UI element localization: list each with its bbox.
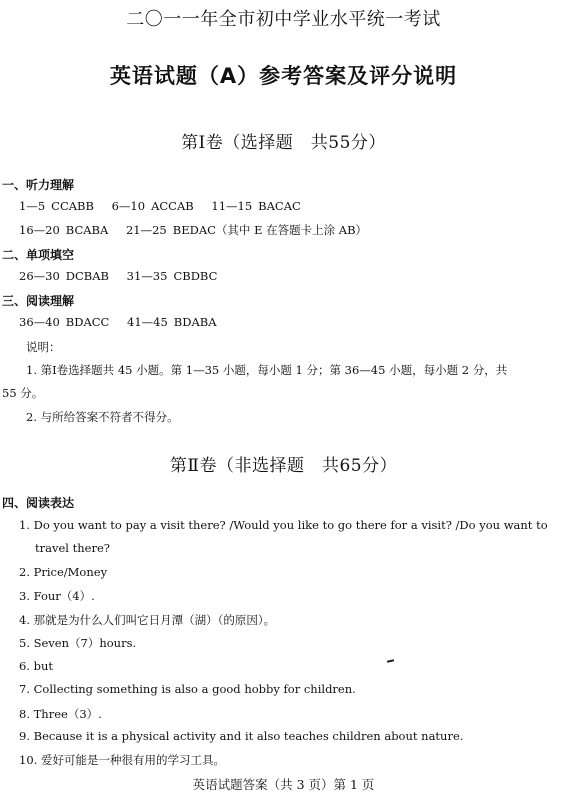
answer-group: 36—40 BDACC: [19, 315, 110, 329]
note-line: 2. 与所给答案不符者不得分。: [26, 410, 179, 424]
answer-group: 21—25 BEDAC（其中 E 在答题卡上涂 AB）: [125, 223, 368, 237]
section-reading-expression-heading: 四、阅读表达: [2, 496, 75, 510]
section-single-choice-heading: 二、单项填空: [2, 248, 75, 262]
answer-group: 1—5 CCABB: [19, 199, 94, 213]
answer-group: 6—10 ACCAB: [111, 199, 194, 213]
exam-title: 二〇一一年全市初中学业水平统一考试: [126, 9, 441, 30]
answer-group: 11—15 BACAC: [211, 199, 301, 213]
answer-item: 3. Four（4）.: [19, 589, 95, 603]
part2-title: 第Ⅱ卷（非选择题 共65分）: [169, 456, 398, 476]
answer-item: 8. Three（3）.: [19, 707, 102, 721]
notes-label: 说明：: [26, 340, 61, 354]
answer-item: 10. 爱好可能是一种很有用的学习工具。: [19, 753, 225, 767]
note-line: 55 分。: [2, 386, 44, 400]
answer-row: [19, 199, 315, 213]
part1-title: 第Ⅰ卷（选择题 共55分）: [181, 133, 386, 153]
answer-item: 9. Because it is a physical activity and it also teaches children about nature.: [19, 729, 464, 743]
scan-speck: [387, 659, 394, 662]
answer-group: 16—20 BCABA: [19, 223, 109, 237]
answer-item: 2. Price/Money: [19, 565, 108, 579]
answer-key-title: 英语试题（A）参考答案及评分说明: [109, 64, 458, 88]
answer-item: 5. Seven（7）hours.: [19, 636, 137, 650]
section-reading-heading: 三、阅读理解: [2, 294, 75, 308]
answer-row: [19, 222, 381, 238]
answer-row: [19, 315, 231, 329]
section-listening-heading: 一、听力理解: [2, 178, 75, 192]
answer-item: 1. Do you want to pay a visit there? /Would you like to go there for a visit? /Do you want to: [19, 518, 548, 532]
answer-group: 26—30 DCBAB: [19, 269, 110, 283]
answer-item: 6. but: [19, 659, 54, 673]
answer-group: 41—45 BDABA: [127, 315, 217, 329]
page-footer: 英语试题答案（共 3 页）第 1 页: [192, 777, 375, 792]
answer-item: travel there?: [35, 541, 110, 555]
answer-row: [19, 269, 231, 283]
answer-item: 4. 那就是为什么人们叫它日月潭（湖）（的原因）。: [19, 613, 276, 627]
note-line: 1. 第Ⅰ卷选择题共 45 小题。第 1—35 小题，每小题 1 分；第 36—45 小题，每小题 2 分，共: [26, 363, 508, 377]
answer-group: 31—35 CBDBC: [126, 269, 218, 283]
answer-item: 7. Collecting something is also a good hobby for children.: [19, 682, 356, 696]
